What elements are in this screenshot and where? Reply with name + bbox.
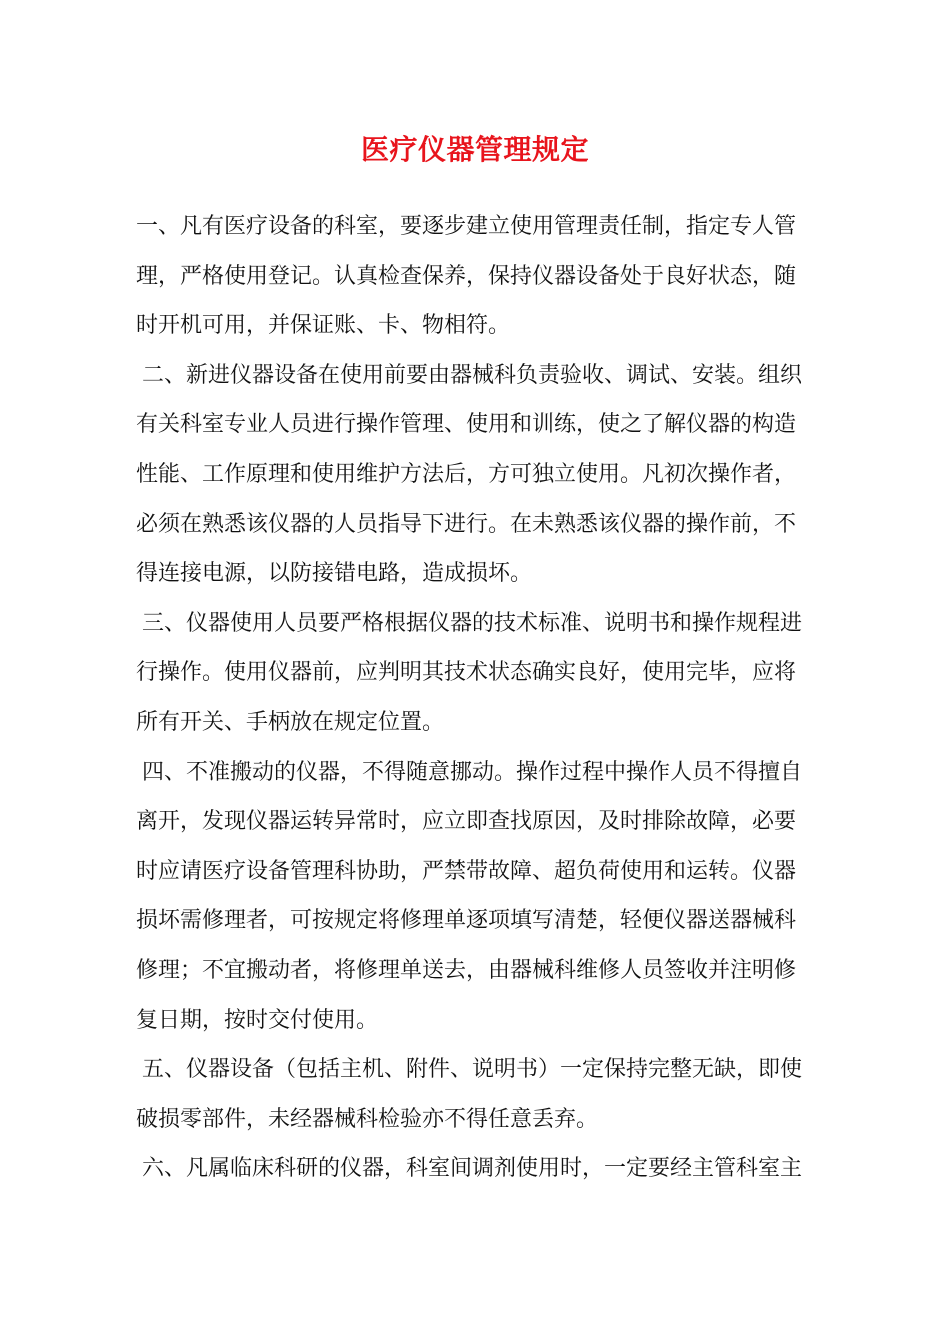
body-line: 复日期，按时交付使用。 [136, 1007, 379, 1033]
body-line: 六、凡属临床科研的仪器，科室间调剂使用时，一定要经主管科室主 [142, 1156, 803, 1182]
body-line: 得连接电源，以防接错电路，造成损坏。 [136, 561, 533, 587]
body-line: 行操作。使用仪器前，应判明其技术状态确实良好，使用完毕，应将 [136, 660, 797, 686]
body-line: 性能、工作原理和使用维护方法后，方可独立使用。凡初次操作者， [136, 461, 797, 487]
body-line: 二、新进仪器设备在使用前要由器械科负责验收、调试、安装。组织 [142, 362, 803, 388]
body-line: 时开机可用，并保证账、卡、物相符。 [136, 313, 511, 339]
body-line: 离开，发现仪器运转异常时，应立即查找原因，及时排除故障，必要 [136, 809, 797, 835]
body-line: 三、仪器使用人员要严格根据仪器的技术标准、说明书和操作规程进 [142, 610, 803, 636]
body-line: 理，严格使用登记。认真检查保养，保持仪器设备处于良好状态，随 [136, 263, 797, 289]
body-line: 所有开关、手柄放在规定位置。 [136, 709, 445, 735]
body-line: 时应请医疗设备管理科协助，严禁带故障、超负荷使用和运转。仪器 [136, 858, 797, 884]
body-line: 五、仪器设备（包括主机、附件、说明书）一定保持完整无缺，即使 [142, 1057, 803, 1083]
document-body [136, 202, 816, 1194]
body-line: 四、不准搬动的仪器，不得随意挪动。操作过程中操作人员不得擅自 [142, 759, 803, 785]
body-line: 损坏需修理者，可按规定将修理单逐项填写清楚，轻便仪器送器械科 [136, 908, 797, 934]
body-line: 破损零部件，未经器械科检验亦不得任意丢弃。 [136, 1106, 599, 1132]
body-line: 有关科室专业人员进行操作管理、使用和训练，使之了解仪器的构造 [136, 412, 797, 438]
body-line: 一、凡有医疗设备的科室，要逐步建立使用管理责任制，指定专人管 [136, 214, 797, 239]
body-line: 必须在熟悉该仪器的人员指导下进行。在未熟悉该仪器的操作前，不 [136, 511, 797, 537]
document-title: 医疗仪器管理规定 [360, 133, 589, 166]
body-line: 修理；不宜搬动者，将修理单送去，由器械科维修人员签收并注明修 [136, 957, 797, 983]
